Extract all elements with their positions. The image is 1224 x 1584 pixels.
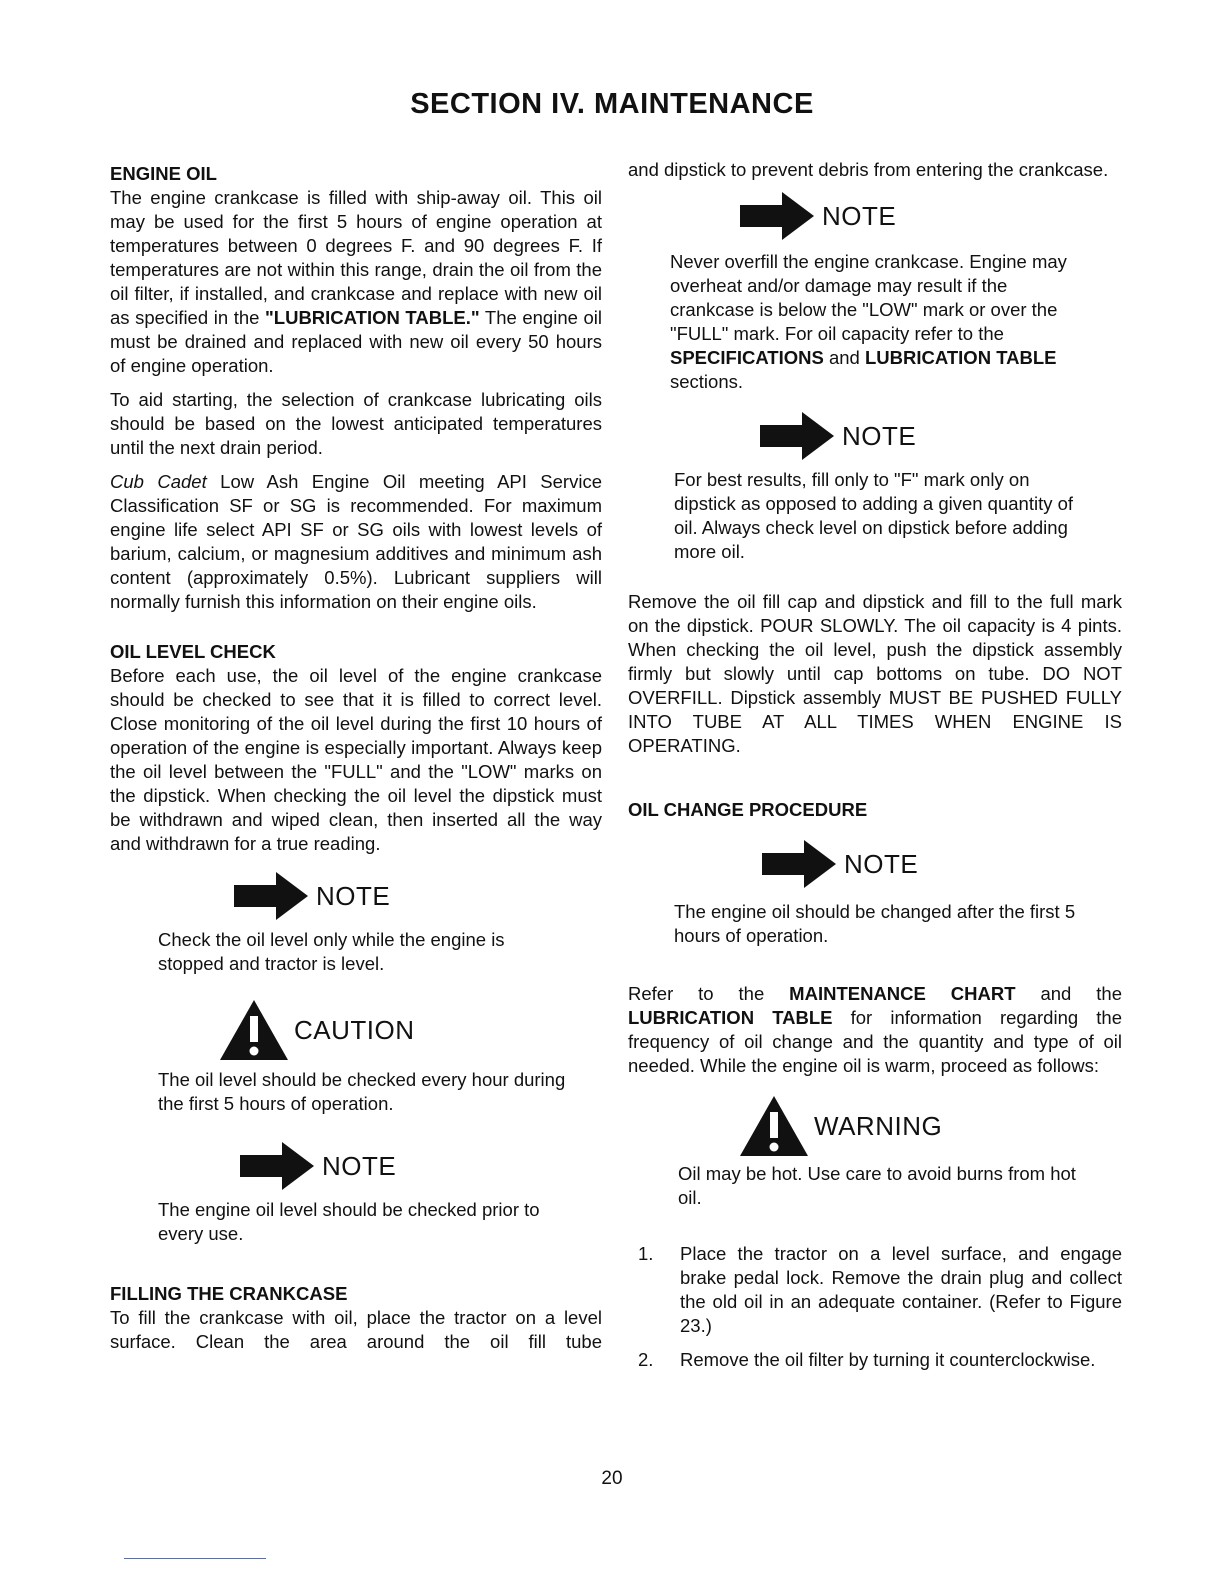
right-column bbox=[628, 158, 1122, 1372]
arrow-right-icon bbox=[758, 410, 838, 462]
note-text: Never overfill the engine crankcase. Engine may overheat and/or damage may result if the crankcase is below the "LOW" mark or over the "FULL" mark. For oil capacity refer to the SPECIFICATIONS and LUBRICATION TABLE sections. bbox=[670, 251, 1067, 392]
warning-callout bbox=[738, 1094, 1122, 1158]
filling-heading: FILLING THE CRANKCASE bbox=[110, 1283, 348, 1304]
note-label: NOTE bbox=[316, 881, 391, 911]
arrow-right-icon bbox=[232, 870, 312, 922]
note-callout bbox=[758, 408, 1122, 464]
engine-oil-paragraph-3: Cub Cadet Low Ash Engine Oil meeting API Service Classification SF or SG is recommended. For maximum engine life select API SF or SG oils with lowest levels of barium, calcium, or magnesium additives and minimum ash content (approximately 0.5%). Lubricant suppliers will normally furnish this information on their engine oils. bbox=[110, 471, 602, 612]
list-item bbox=[628, 1242, 1122, 1338]
note-text: For best results, fill only to "F" mark only on dipstick as opposed to adding a given quantity of oil. Always check level on dipstick before adding more oil. bbox=[674, 469, 1074, 562]
filling-paragraph-continued: and dipstick to prevent debris from entering the crankcase. bbox=[628, 159, 1109, 180]
engine-oil-heading: ENGINE OIL bbox=[110, 163, 217, 184]
note-callout bbox=[232, 868, 602, 924]
warning-triangle-icon bbox=[738, 1094, 810, 1158]
warning-text: Oil may be hot. Use care to avoid burns from hot oil. bbox=[678, 1163, 1076, 1208]
oil-change-heading: OIL CHANGE PROCEDURE bbox=[628, 799, 868, 820]
oil-change-paragraph: Refer to the MAINTENANCE CHART and the LUBRICATION TABLE for information regarding the frequency of oil change and the quantity and type of oil needed. While the engine oil is warm, proceed as follows: bbox=[628, 983, 1122, 1076]
step-text: Place the tractor on a level surface, and engage brake pedal lock. Remove the drain plug and collect the old oil in an adequate container. (Refer to Figure 23.) bbox=[680, 1243, 1122, 1336]
oil-level-check-paragraph: Before each use, the oil level of the engine crankcase should be checked to see that it is filled to correct level. Close monitoring of the oil level during the first 10 hours of operation of the engine is especially important. Always keep the oil level between the "FULL" and the "LOW" marks on the dipstick. When checking the oil level the dipstick must be withdrawn and wiped clean, then inserted all the way and withdrawn for a true reading. bbox=[110, 665, 602, 854]
note-text: Check the oil level only while the engine is stopped and tractor is level. bbox=[158, 929, 505, 974]
caution-label: CAUTION bbox=[294, 1015, 415, 1045]
footer-rule bbox=[124, 1558, 266, 1559]
engine-oil-paragraph-1: The engine crankcase is filled with ship-away oil. This oil may be used for the first 5 hours of engine operation at temperatures between 0 degrees F. and 90 degrees F. If temperatures are not within this range, drain the oil from the oil filter, if installed, and crankcase and replace with new oil as specified in the "LUBRICATION TABLE." The engine oil must be drained and replaced with new oil every 50 hours of engine operation. bbox=[110, 187, 603, 376]
page-title: SECTION IV. MAINTENANCE bbox=[410, 88, 814, 120]
oil-level-check-heading: OIL LEVEL CHECK bbox=[110, 641, 276, 662]
step-number: 2. bbox=[638, 1349, 654, 1370]
filling-paragraph-2: Remove the oil fill cap and dipstick and fill to the full mark on the dipstick. POUR SLOWLY. The oil capacity is 4 pints. When checking the oil level, push the dipstick assembly firmly but slowly until cap bottoms on tube. DO NOT OVERFILL. Dipstick assembly MUST BE PUSHED FULLY INTO TUBE AT ALL TIMES WHEN ENGINE IS OPERATING. bbox=[628, 591, 1122, 756]
page-number: 20 bbox=[601, 1468, 623, 1489]
warning-label: WARNING bbox=[814, 1111, 943, 1141]
arrow-right-icon bbox=[760, 838, 840, 890]
note-label: NOTE bbox=[322, 1151, 397, 1181]
caution-text: The oil level should be checked every hour during the first 5 hours of operation. bbox=[158, 1069, 566, 1114]
step-text: Remove the oil filter by turning it counterclockwise. bbox=[680, 1349, 1096, 1370]
note-callout bbox=[238, 1138, 602, 1194]
arrow-right-icon bbox=[238, 1140, 318, 1192]
caution-callout bbox=[218, 998, 602, 1062]
note-text: The engine oil should be changed after the first 5 hours of operation. bbox=[674, 901, 1076, 946]
note-label: NOTE bbox=[844, 849, 919, 879]
engine-oil-paragraph-2: To aid starting, the selection of crankcase lubricating oils should be based on the lowest anticipated temperatures until the next drain period. bbox=[110, 389, 602, 458]
filling-paragraph: To fill the crankcase with oil, place the tractor on a level surface. Clean the area around the oil fill tube bbox=[110, 1307, 602, 1352]
arrow-right-icon bbox=[738, 190, 818, 242]
note-label: NOTE bbox=[822, 201, 897, 231]
note-label: NOTE bbox=[842, 421, 917, 451]
step-number: 1. bbox=[638, 1243, 654, 1264]
note-callout bbox=[760, 836, 1122, 892]
note-callout bbox=[738, 188, 1122, 244]
warning-triangle-icon bbox=[218, 998, 290, 1062]
note-text: The engine oil level should be checked prior to every use. bbox=[158, 1199, 540, 1244]
left-column bbox=[110, 162, 602, 1354]
list-item bbox=[628, 1348, 1122, 1372]
